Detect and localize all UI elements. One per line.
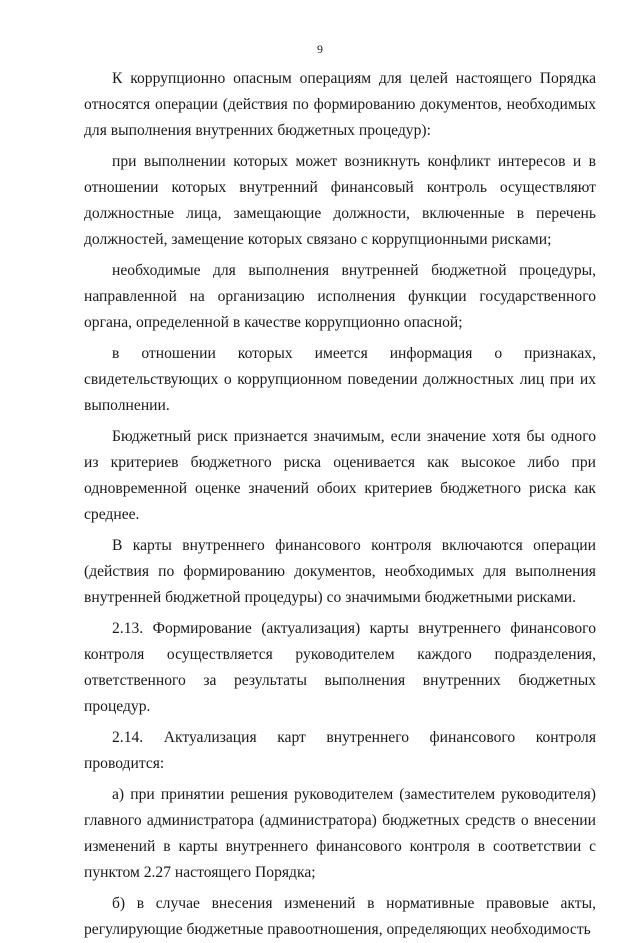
paragraph-control-maps: В карты внутреннего финансового контроля включаются операции (действия по формированию документов, необходимых для выполнения внутренней бюджетной процедуры) со значимыми бюджетными рисками. [84, 537, 596, 606]
document-body [84, 66, 596, 943]
paragraph-2-14: 2.14. Актуализация карт внутреннего финансового контроля проводится: [84, 729, 596, 772]
paragraph-budget-procedure: необходимые для выполнения внутренней бюджетной процедуры, направленной на организацию исполнения функции государственного органа, определенной в качестве коррупционно опасной; [84, 262, 596, 331]
paragraph-2-13: 2.13. Формирование (актуализация) карты внутреннего финансового контроля осуществляется руководителем каждого подразделения, ответственного за результаты выполнения внутренних бюджетных процедур. [84, 620, 596, 715]
paragraph-2-14-a: а) при принятии решения руководителем (заместителем руководителя) главного администратора (администратора) бюджетных средств о внесении изменений в карты внутреннего финансового контроля в соответствии с пунктом 2.27 настоящего Порядка; [84, 786, 596, 881]
paragraph-conflict-of-interest: при выполнении которых может возникнуть конфликт интересов и в отношении которых внутренний финансовый контроль осуществляют должностные лица, замещающие должности, включенные в перечень должностей, замещение которых связано с коррупционными рисками; [84, 153, 596, 248]
paragraph-2-14-b: б) в случае внесения изменений в нормативные правовые акты, регулирующие бюджетные правоотношения, определяющих необходимость [84, 895, 596, 938]
paragraph-corruption-operations-intro: К коррупционно опасным операциям для целей настоящего Порядка относятся операции (действия по формированию документов, необходимых для выполнения внутренних бюджетных процедур): [84, 70, 596, 139]
paragraph-corruption-signs: в отношении которых имеется информация о признаках, свидетельствующих о коррупционном поведении должностных лиц при их выполнении. [84, 345, 596, 414]
page-number: 9 [317, 42, 323, 56]
paragraph-significant-risk: Бюджетный риск признается значимым, если значение хотя бы одного из критериев бюджетного риска оценивается как высокое либо при одновременной оценке значений обоих критериев бюджетного риска как среднее. [84, 428, 596, 523]
